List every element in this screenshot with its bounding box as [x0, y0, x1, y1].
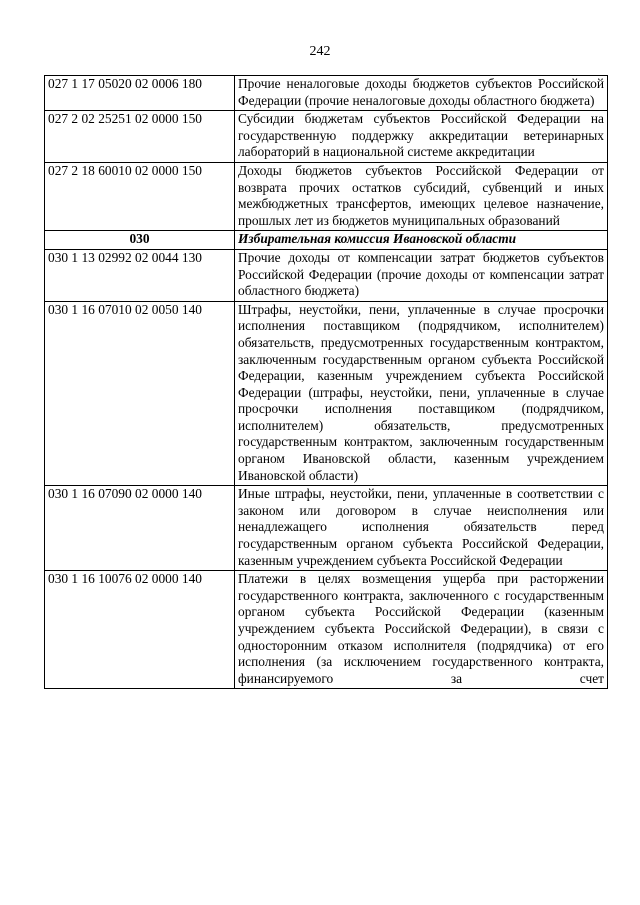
administrator-name: Избирательная комиссия Ивановской области	[235, 231, 608, 250]
budget-code: 027 2 18 60010 02 0000 150	[45, 162, 235, 230]
table-row	[45, 486, 608, 571]
table-row	[45, 76, 608, 111]
budget-classification-table	[44, 75, 608, 689]
budget-code: 030 1 16 07090 02 0000 140	[45, 486, 235, 571]
table-row	[45, 249, 608, 301]
budget-code: 027 1 17 05020 02 0006 180	[45, 76, 235, 111]
table-row	[45, 111, 608, 163]
budget-code: 027 2 02 25251 02 0000 150	[45, 111, 235, 163]
budget-code: 030 1 13 02992 02 0044 130	[45, 249, 235, 301]
income-description: Иные штрафы, неустойки, пени, уплаченные в соответствии с законом или договором в случае неисполнения или ненадлежащего исполнения обязательств перед государственным органом субъекта Российской Федерации, казенным учреждением субъекта Российской Федерации	[235, 486, 608, 571]
budget-code: 030 1 16 07010 02 0050 140	[45, 301, 235, 486]
section-header-row	[45, 231, 608, 250]
table-row	[45, 301, 608, 486]
income-description: Прочие доходы от компенсации затрат бюджетов субъектов Российской Федерации (прочие доходы от компенсации затрат областного бюджета)	[235, 249, 608, 301]
income-description: Штрафы, неустойки, пени, уплаченные в случае просрочки исполнения поставщиком (подрядчиком, исполнителем) обязательств, предусмотренных государственным контрактом, заключенным государственным органом субъекта Российской Федерации, казенным учреждением субъекта Российской Федерации (штрафы, неустойки, пени, уплаченные в случае просрочки исполнения поставщиком (подрядчиком, исполнителем) обязательств, предусмотренных государственным контрактом, заключенным государственным органом Ивановской области, казенным учреждением Ивановской области)	[235, 301, 608, 486]
income-description: Прочие неналоговые доходы бюджетов субъектов Российской Федерации (прочие неналоговые доходы областного бюджета)	[235, 76, 608, 111]
budget-code: 030 1 16 10076 02 0000 140	[45, 571, 235, 689]
table-row	[45, 162, 608, 230]
table-row	[45, 571, 608, 689]
income-description: Доходы бюджетов субъектов Российской Федерации от возврата прочих остатков субсидий, субвенций и иных межбюджетных трансфертов, имеющих целевое назначение, прошлых лет из бюджетов муниципальных образований	[235, 162, 608, 230]
page-number: 242	[309, 44, 331, 59]
income-description: Субсидии бюджетам субъектов Российской Федерации на государственную поддержку аккредитации ветеринарных лабораторий в национальной системе аккредитации	[235, 111, 608, 163]
administrator-code: 030	[45, 231, 235, 250]
income-description: Платежи в целях возмещения ущерба при расторжении государственного контракта, заключенного с государственным органом субъекта Российской Федерации (казенным учреждением субъекта Российской Федерации), в связи с односторонним отказом исполнителя (подрядчика) от его исполнения (за исключением государственного контракта, финансируемого за счет	[235, 571, 608, 689]
